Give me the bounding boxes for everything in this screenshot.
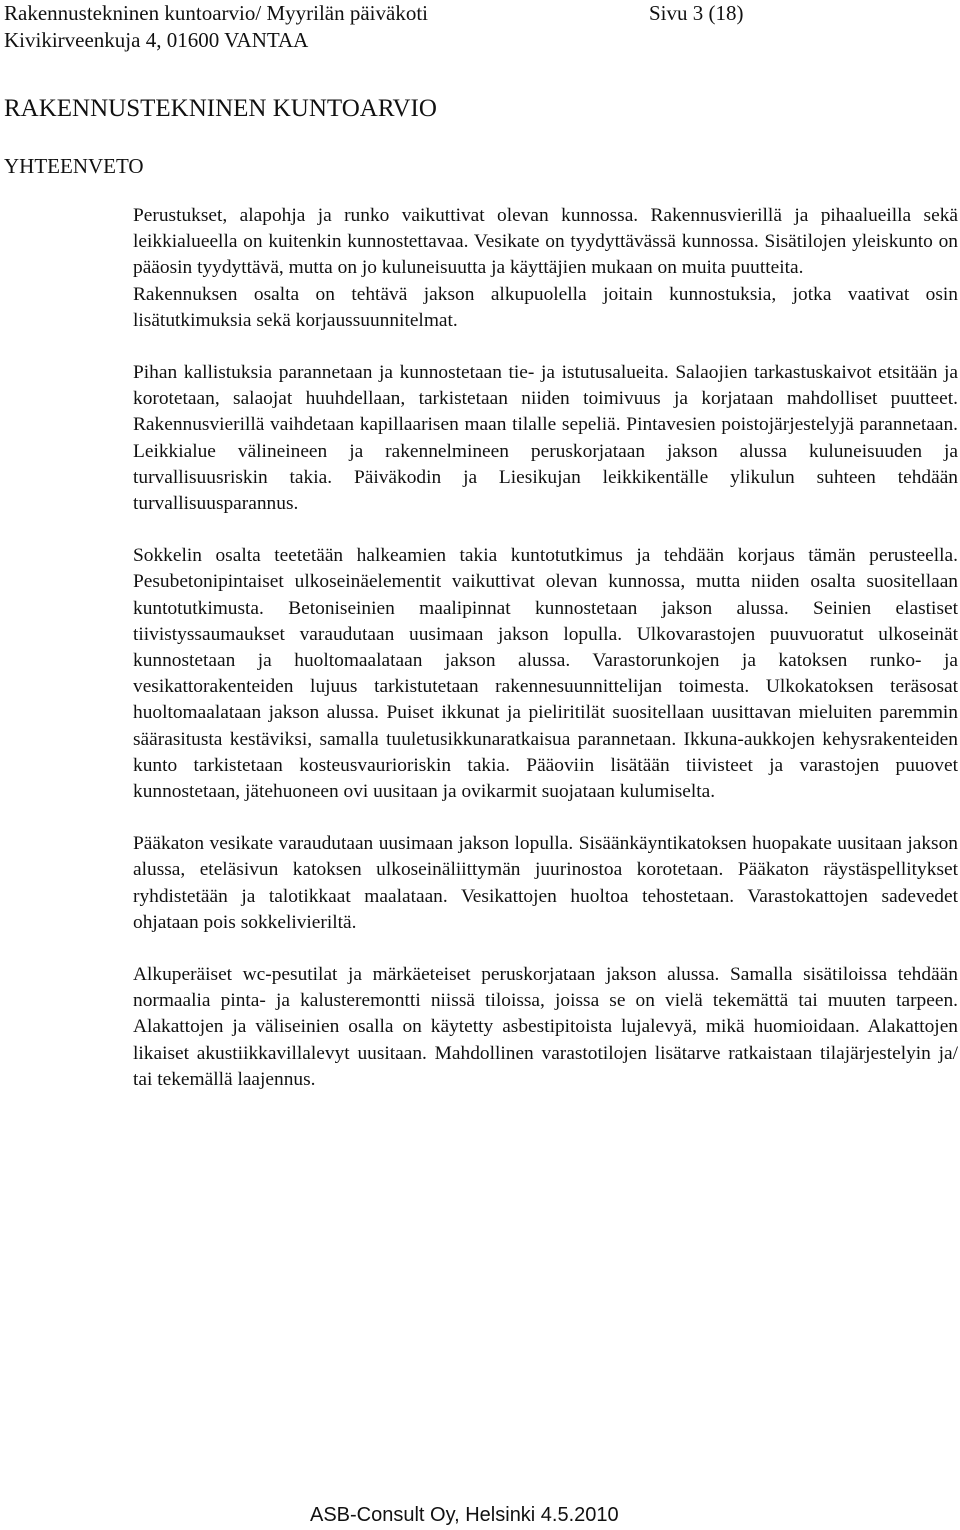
paragraph-roof: Pääkaton vesikate varaudutaan uusimaan jakson lopulla. Sisäänkäyntikatoksen huopakate uusitaan jakson alussa, eteläsivun katoksen ulkoseinäliittymän juurinostoa korotetaan. Pääkaton räystäspellitykset ryhdistetään ja talotikkaat maalataan. Vesikattojen huoltoa tehostetaan. Varastokattojen sadevedet ohjataan pois sokkelivieriltä.	[133, 833, 958, 933]
paragraph-facade: Sokkelin osalta teetetään halkeamien takia kuntotutkimus ja tehdään korjaus tämän perusteella. Pesubetonipintaiset ulkoseinäelementit vaikuttivat olevan kunnossa, mutta niiden osalta suositellaan kuntotutkimusta. Betoniseinien maalipinnat kunnostetaan jakson alussa. Seinien elastiset tiivistyssaumaukset varaudutaan uusimaan jakson lopulla. Ulkovarastojen puuvuoratut ulkoseinät kunnostetaan ja huoltomaalataan jakson alussa. Varastorunkojen ja katoksen runko- ja vesikattorakenteiden lujuus tarkistutetaan rakennesuunnittelijan toimesta. Ulkokatoksen teräsosat huoltomaalataan jakson alussa. Puiset ikkunat ja pieliritilät suositellaan uusittavan mieluiten paremmin säärasitusta kestäviksi, samalla tuuletusikkunaratkaisua parannetaan. Ikkuna-aukkojen kehysrakenteiden kunto tarkistetaan kosteusvaurioriskin takia. Pääoviin lisätään tiivisteet ja varastojen puuovet kunnostetaan, jätehuoneen ovi uusitaan ja ovikarmit suojataan kulumiselta.	[133, 545, 958, 803]
page-number: Sivu 3 (18)	[649, 1, 744, 25]
paragraph-repairs: Rakennuksen osalta on tehtävä jakson alkupuolella joitain kunnostuksia, jotka vaativat osin lisätutkimuksia sekä korjaussuunnitelmat.	[133, 283, 958, 331]
paragraph-yard: Pihan kallistuksia parannetaan ja kunnostetaan tie- ja istutusalueita. Salaojien tarkastuskaivot etsitään ja korotetaan, salaojat huuhdellaan, tarkistetaan niiden toimivuus ja korjataan mahdolliset puutteet. Rakennusvierillä vaihdetaan kapillaarisen maan tilalle sepeliä. Pintavesien poistojärjestelyjä parannetaan. Leikkialue välineineen ja rakennelmineen peruskorjataan jakson alussa kuluneisuuden ja turvallisuusriskin takia. Päiväkodin ja Liesikujan leikkikentälle ylikulun suhteen tehdään turvallisuusparannus.	[133, 362, 958, 515]
document-body	[133, 203, 958, 1093]
section-title: YHTEENVETO	[4, 154, 144, 178]
header-address: Kivikirveenkuja 4, 01600 VANTAA	[4, 28, 309, 52]
header-title: Rakennustekninen kuntoarvio/ Myyrilän päiväkoti	[4, 1, 428, 25]
document-title: RAKENNUSTEKNINEN KUNTOARVIO	[4, 95, 437, 122]
paragraph-summary: Perustukset, alapohja ja runko vaikuttivat olevan kunnossa. Rakennusvierillä ja pihaalueilla sekä leikkialueella on kuitenkin kunnostettavaa. Vesikate on tyydyttävässä kunnossa. Sisätilojen yleiskunto on pääosin tyydyttävä, mutta on jo kuluneisuutta ja käyttäjien mukaan on muita puutteita.	[133, 205, 958, 279]
page-footer: ASB-Consult Oy, Helsinki 4.5.2010	[310, 1504, 619, 1526]
paragraph-interior: Alkuperäiset wc-pesutilat ja märkäeteiset peruskorjataan jakson alussa. Samalla sisätiloissa tehdään normaalia pinta- ja kalusteremontti niissä tiloissa, joissa se on vielä tekemättä tai muuten tarpeen. Alakattojen ja väliseinien osalla on käytetty asbestipitoista lujalevyä, mikä huomioidaan. Alakattojen likaiset akustiikkavillalevyt uusitaan. Mahdollinen varastotilojen lisätarve ratkaistaan tilajärjestelyin ja/ tai tekemällä laajennus.	[133, 964, 958, 1090]
page-header	[4, 0, 954, 54]
